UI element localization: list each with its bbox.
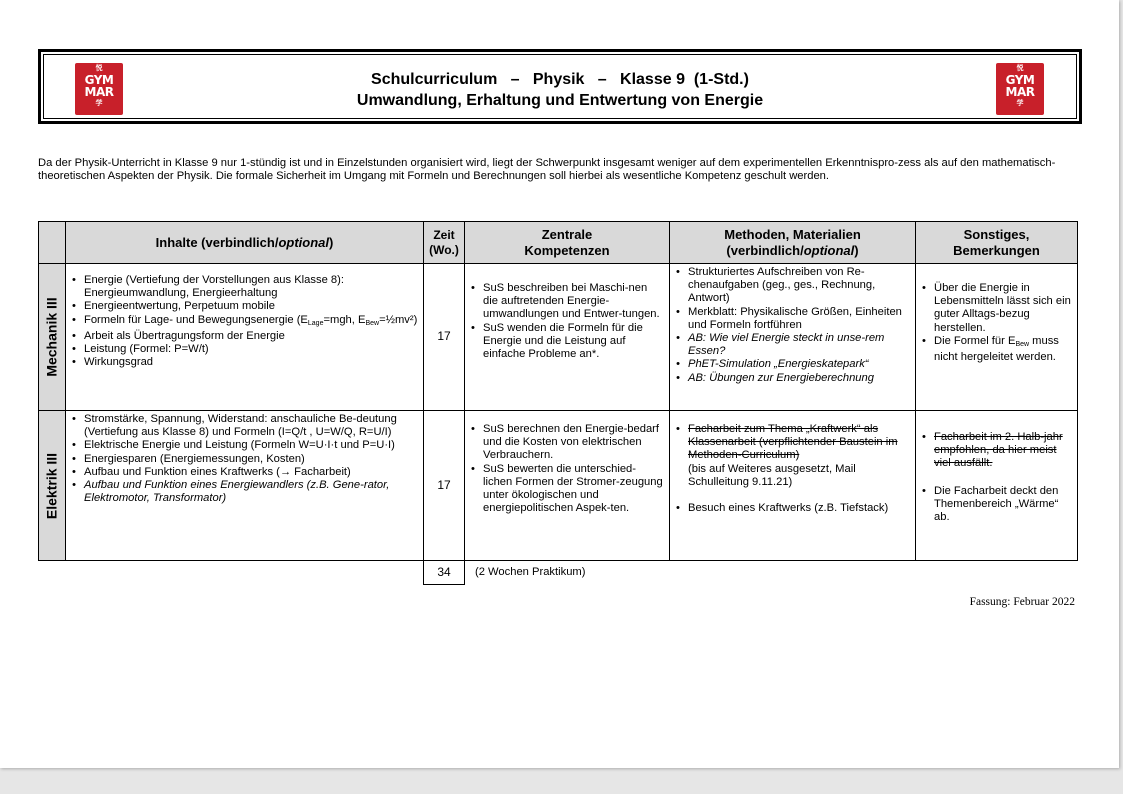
list-item: • Besuch eines Kraftwerks (z.B. Tiefstack)	[688, 502, 911, 515]
corner-cell	[39, 222, 66, 264]
list-item: • Strukturiertes Aufschreiben von Re-chenaufgaben (geg., ges., Rechnung, Antwort)	[688, 266, 911, 306]
mechanik-inhalte	[66, 264, 424, 411]
list-item: • SuS berechnen den Energie-bedarf und die Kosten von elektrischen Verbrauchern.	[483, 423, 665, 463]
total-row	[39, 561, 1078, 585]
elektrik-methoden	[670, 411, 916, 561]
list-item: • PhET-Simulation „Energieskatepark“	[688, 358, 911, 371]
list-item: • SuS bewerten die unterschied-lichen Formen der Stromer-zeugung unter ökologischen und energiepolitischen Aspek-ten.	[483, 463, 665, 516]
list-item: • Aufbau und Funktion eines Energiewandlers (z.B. Gene-rator, Elektromotor, Transformator)	[84, 479, 419, 505]
list-item: • Elektrische Energie und Leistung (Formeln W=U·I·t und P=U·I)	[84, 439, 419, 452]
list-item: • Energieentwertung, Perpetuum mobile	[84, 300, 419, 313]
list-item: • Die Facharbeit deckt den Themenbereich „Wärme“ ab.	[934, 485, 1073, 525]
list-item: • AB: Übungen zur Energieberechnung	[688, 372, 911, 385]
total-note: (2 Wochen Praktikum)	[475, 566, 586, 579]
section-label-elektrik: Elektrik III	[39, 411, 66, 561]
list-item: • Merkblatt: Physikalische Größen, Einheiten und Formeln fortführen	[688, 306, 911, 332]
list-item: • Energie (Vertiefung der Vorstellungen aus Klasse 8): Energieumwandlung, Energieerhaltung	[84, 274, 419, 300]
list-item: • Aufbau und Funktion eines Kraftwerks (→ Facharbeit)	[84, 466, 419, 479]
title-line-2: Umwandlung, Erhaltung und Entwertung von Energie	[356, 92, 764, 109]
row-elektrik	[39, 411, 1078, 561]
list-item: • Wirkungsgrad	[84, 356, 419, 369]
header-row	[39, 222, 1078, 264]
mechanik-zeit: 17	[424, 264, 465, 411]
version-footer: Fassung: Februar 2022	[969, 596, 1075, 608]
col-header-methoden: Methoden, Materialien (verbindlich/optional)	[670, 222, 916, 264]
row-mechanik	[39, 264, 1078, 411]
elektrik-zeit: 17	[424, 411, 465, 561]
list-item: • Leistung (Formel: P=W/t)	[84, 343, 419, 356]
list-item: • Formeln für Lage- und Bewegungsenergie ($E_{Lage}=mgh$, $E_{Bew}=\frac{1}{2}mv^2$)	[84, 314, 419, 330]
list-item: • SuS wenden die Formeln für die Energie und die Leistung auf einfache Probleme an*.	[483, 322, 665, 362]
elektrik-kompetenzen	[465, 411, 670, 561]
list-item: • SuS beschreiben bei Maschi-nen die auftretenden Energie-umwandlungen und Entwer-tungen.	[483, 282, 665, 322]
list-item: • Die Formel für $E_{Bew}$ muss nicht hergeleitet werden.	[934, 335, 1073, 364]
list-item: • Energiesparen (Energiemessungen, Kosten)	[84, 453, 419, 466]
mechanik-kompetenzen	[465, 264, 670, 411]
school-logo-right: 悦 GYM MAR 学	[996, 63, 1044, 115]
intro-paragraph: Da der Physik-Unterricht in Klasse 9 nur 1-stündig ist und in Einzelstunden organisiert wird, liegt der Schwerpunkt insgesamt weniger auf dem experimentellen Erkenntnispro-zess als auf den mathematisch-theoretischen Aspekten der Physik. Die formale Sicherheit im Umgang mit Formeln und Berechnungen soll hierbei als wesentliche Kompetenz geschult werden.	[38, 157, 1056, 183]
section-label-mechanik: Mechanik III	[39, 264, 66, 411]
col-header-kompetenzen: Zentrale Kompetenzen	[465, 222, 670, 264]
col-header-sonstiges: Sonstiges, Bemerkungen	[916, 222, 1078, 264]
total-zeit: 34	[424, 561, 465, 585]
curriculum-table	[38, 221, 1078, 585]
title-box	[38, 49, 1082, 124]
list-item: • Stromstärke, Spannung, Widerstand: anschauliche Be-deutung (Vertiefung aus Klasse 8) und Formeln (I=Q/t , U=W/Q, R=U/I)	[84, 413, 419, 439]
elektrik-sonstiges	[916, 411, 1078, 561]
list-item: • Facharbeit im 2. Halb-jahr empfohlen, da hier meist viel ausfällt.	[934, 431, 1073, 471]
school-logo-left: 悦 GYM MAR 学	[75, 63, 123, 115]
list-item: • AB: Wie viel Energie steckt in unse-rem Essen?	[688, 332, 911, 358]
elektrik-inhalte	[66, 411, 424, 561]
mechanik-methoden	[670, 264, 916, 411]
list-item: • Über die Energie in Lebensmitteln lässt sich ein guter Alltags-bezug herstellen.	[934, 282, 1073, 335]
document-title	[44, 69, 1076, 111]
list-item: • Arbeit als Übertragungsform der Energie	[84, 330, 419, 343]
title-line-1: Schulcurriculum – Physik – Klasse 9 (1-Std.)	[371, 71, 749, 88]
list-item: • Facharbeit zum Thema „Kraftwerk“ als Klassenarbeit (verpflichtender Baustein im Methoden-Curriculum) (bis auf Weiteres ausgesetzt, Mail Schulleitung 9.11.21)	[688, 423, 911, 489]
mechanik-sonstiges	[916, 264, 1078, 411]
col-header-zeit: Zeit (Wo.)	[424, 222, 465, 264]
col-header-inhalte: Inhalte (verbindlich/optional)	[66, 222, 424, 264]
